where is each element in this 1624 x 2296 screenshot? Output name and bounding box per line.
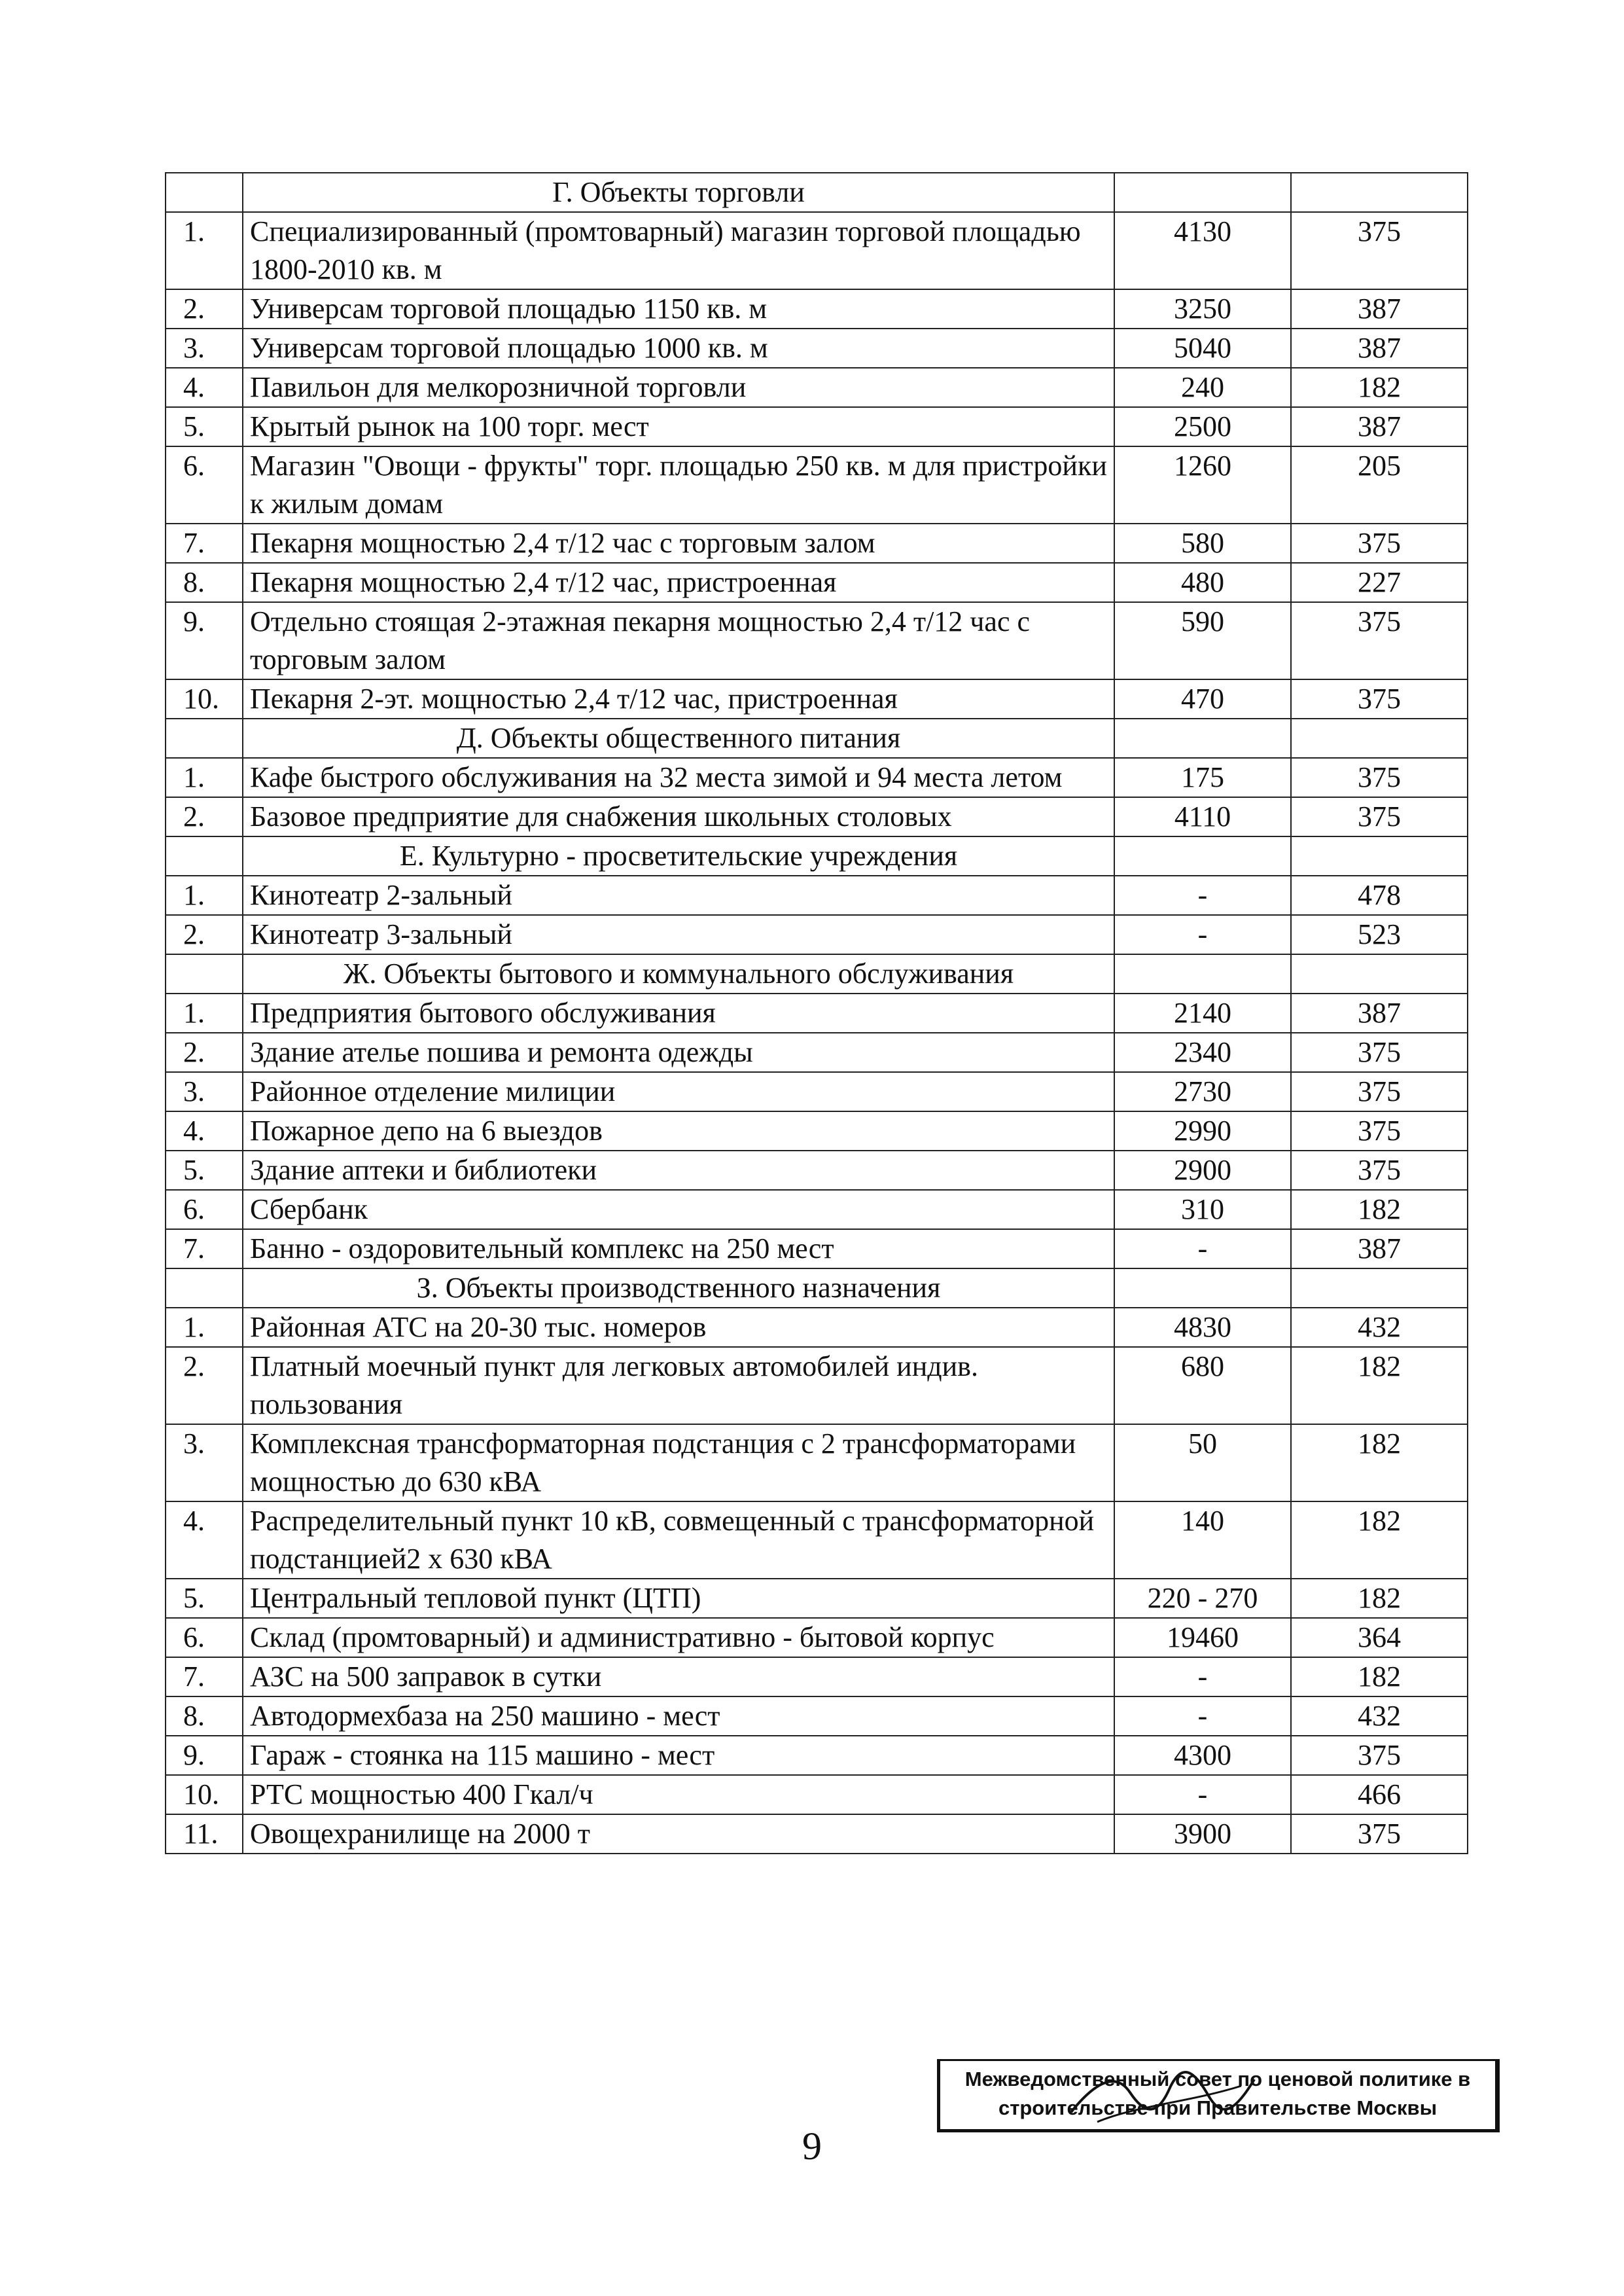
table-row <box>166 1229 1468 1268</box>
section-empty-cell <box>166 836 243 876</box>
row-number: 2. <box>166 1033 243 1072</box>
section-empty-cell <box>166 173 243 212</box>
object-name: Овощехранилище на 2000 т <box>243 1814 1114 1854</box>
value-cost: 3250 <box>1114 289 1291 329</box>
table-row <box>166 1308 1468 1347</box>
table-row <box>166 1618 1468 1657</box>
object-name: Центральный тепловой пункт (ЦТП) <box>243 1579 1114 1618</box>
value-code: 466 <box>1291 1775 1468 1814</box>
value-code: 375 <box>1291 1111 1468 1151</box>
object-name: Базовое предприятие для снабжения школьных столовых <box>243 797 1114 836</box>
table-row <box>166 524 1468 563</box>
row-number: 4. <box>166 1501 243 1579</box>
value-cost: 2990 <box>1114 1111 1291 1151</box>
value-code: 205 <box>1291 446 1468 524</box>
object-name: Специализированный (промтоварный) магазин торговой площадью 1800-2010 кв. м <box>243 212 1114 289</box>
object-name: Пекарня мощностью 2,4 т/12 час, пристроенная <box>243 563 1114 602</box>
value-cost: 470 <box>1114 679 1291 719</box>
value-code: 364 <box>1291 1618 1468 1657</box>
table-row <box>166 876 1468 915</box>
value-cost: 590 <box>1114 602 1291 679</box>
row-number: 8. <box>166 563 243 602</box>
row-number: 2. <box>166 289 243 329</box>
row-number: 4. <box>166 368 243 407</box>
object-name: Пекарня 2-эт. мощностью 2,4 т/12 час, пристроенная <box>243 679 1114 719</box>
value-code: 432 <box>1291 1696 1468 1736</box>
value-cost: - <box>1114 1229 1291 1268</box>
section-title: Д. Объекты общественного питания <box>243 719 1114 758</box>
table-row <box>166 758 1468 797</box>
table-row <box>166 1151 1468 1190</box>
value-code: 375 <box>1291 1072 1468 1111</box>
section-header-row <box>166 836 1468 876</box>
value-cost: 3900 <box>1114 1814 1291 1854</box>
object-name: Склад (промтоварный) и административно - бытовой корпус <box>243 1618 1114 1657</box>
page-number: 9 <box>802 2125 822 2168</box>
row-number: 1. <box>166 876 243 915</box>
value-code: 182 <box>1291 1501 1468 1579</box>
value-cost: 220 - 270 <box>1114 1579 1291 1618</box>
table-row <box>166 212 1468 289</box>
section-title: Е. Культурно - просветительские учреждения <box>243 836 1114 876</box>
value-code: 375 <box>1291 212 1468 289</box>
section-empty-cell <box>1114 1268 1291 1308</box>
object-name: Предприятия бытового обслуживания <box>243 994 1114 1033</box>
value-cost: - <box>1114 1696 1291 1736</box>
row-number: 7. <box>166 1229 243 1268</box>
object-name: Комплексная трансформаторная подстанция с 2 трансформаторами мощностью до 630 кВА <box>243 1424 1114 1501</box>
value-cost: - <box>1114 1657 1291 1696</box>
value-cost: 140 <box>1114 1501 1291 1579</box>
section-empty-cell <box>166 1268 243 1308</box>
row-number: 8. <box>166 1696 243 1736</box>
object-name: Пекарня мощностью 2,4 т/12 час с торговым залом <box>243 524 1114 563</box>
object-name: Автодормехбаза на 250 машино - мест <box>243 1696 1114 1736</box>
value-cost: 680 <box>1114 1347 1291 1424</box>
row-number: 5. <box>166 1579 243 1618</box>
object-name: Районная АТС на 20-30 тыс. номеров <box>243 1308 1114 1347</box>
row-number: 1. <box>166 212 243 289</box>
value-cost: 50 <box>1114 1424 1291 1501</box>
object-name: Платный моечный пункт для легковых автомобилей индив. пользования <box>243 1347 1114 1424</box>
stamp-line-2: строительстве при Правительстве Москвы <box>998 2096 1438 2119</box>
row-number: 9. <box>166 1736 243 1775</box>
object-name: Пожарное депо на 6 выездов <box>243 1111 1114 1151</box>
value-cost: 4130 <box>1114 212 1291 289</box>
object-name: Сбербанк <box>243 1190 1114 1229</box>
value-code: 387 <box>1291 1229 1468 1268</box>
table-row <box>166 1775 1468 1814</box>
value-cost: - <box>1114 915 1291 954</box>
section-header-row <box>166 719 1468 758</box>
value-cost: 5040 <box>1114 329 1291 368</box>
value-cost: 2500 <box>1114 407 1291 446</box>
signature-mark <box>1058 2066 1267 2125</box>
value-code: 182 <box>1291 368 1468 407</box>
object-name: Здание аптеки и библиотеки <box>243 1151 1114 1190</box>
value-code: 375 <box>1291 1033 1468 1072</box>
value-code: 182 <box>1291 1347 1468 1424</box>
table-row <box>166 1424 1468 1501</box>
stamp-line-1: Межведомственный совет по ценовой политике в <box>964 2068 1471 2090</box>
object-name: Отдельно стоящая 2-этажная пекарня мощностью 2,4 т/12 час с торговым залом <box>243 602 1114 679</box>
table-row <box>166 289 1468 329</box>
value-cost: 480 <box>1114 563 1291 602</box>
object-name: АЗС на 500 заправок в сутки <box>243 1657 1114 1696</box>
value-cost: - <box>1114 1775 1291 1814</box>
table-row <box>166 1696 1468 1736</box>
object-name: Павильон для мелкорозничной торговли <box>243 368 1114 407</box>
value-cost: 2730 <box>1114 1072 1291 1111</box>
section-empty-cell <box>166 954 243 994</box>
object-name: Банно - оздоровительный комплекс на 250 мест <box>243 1229 1114 1268</box>
value-cost: 2140 <box>1114 994 1291 1033</box>
value-cost: 2900 <box>1114 1151 1291 1190</box>
price-table-body <box>166 173 1468 1854</box>
object-name: Кафе быстрого обслуживания на 32 места зимой и 94 места летом <box>243 758 1114 797</box>
price-table <box>165 172 1468 1854</box>
row-number: 11. <box>166 1814 243 1854</box>
value-cost: 175 <box>1114 758 1291 797</box>
value-code: 432 <box>1291 1308 1468 1347</box>
value-code: 182 <box>1291 1579 1468 1618</box>
table-row <box>166 407 1468 446</box>
section-empty-cell <box>1291 1268 1468 1308</box>
row-number: 7. <box>166 1657 243 1696</box>
row-number: 5. <box>166 407 243 446</box>
value-code: 375 <box>1291 602 1468 679</box>
value-code: 375 <box>1291 797 1468 836</box>
row-number: 3. <box>166 329 243 368</box>
value-code: 227 <box>1291 563 1468 602</box>
table-row <box>166 994 1468 1033</box>
table-row <box>166 602 1468 679</box>
row-number: 6. <box>166 1618 243 1657</box>
table-row <box>166 1033 1468 1072</box>
value-code: 387 <box>1291 289 1468 329</box>
value-code: 375 <box>1291 1151 1468 1190</box>
value-cost: 580 <box>1114 524 1291 563</box>
table-row <box>166 1579 1468 1618</box>
table-row <box>166 1190 1468 1229</box>
value-cost: 4110 <box>1114 797 1291 836</box>
table-row <box>166 446 1468 524</box>
table-row <box>166 1072 1468 1111</box>
value-cost: 1260 <box>1114 446 1291 524</box>
row-number: 3. <box>166 1072 243 1111</box>
value-cost: 310 <box>1114 1190 1291 1229</box>
table-row <box>166 915 1468 954</box>
section-empty-cell <box>1291 954 1468 994</box>
table-row <box>166 1111 1468 1151</box>
section-header-row <box>166 954 1468 994</box>
object-name: Гараж - стоянка на 115 машино - мест <box>243 1736 1114 1775</box>
section-empty-cell <box>166 719 243 758</box>
value-code: 387 <box>1291 994 1468 1033</box>
table-row <box>166 563 1468 602</box>
council-stamp <box>937 2059 1500 2132</box>
table-row <box>166 797 1468 836</box>
value-code: 523 <box>1291 915 1468 954</box>
value-code: 387 <box>1291 329 1468 368</box>
row-number: 1. <box>166 758 243 797</box>
row-number: 9. <box>166 602 243 679</box>
section-header-row <box>166 1268 1468 1308</box>
value-code: 182 <box>1291 1190 1468 1229</box>
value-cost: 240 <box>1114 368 1291 407</box>
row-number: 1. <box>166 994 243 1033</box>
table-row <box>166 679 1468 719</box>
object-name: Универсам торговой площадью 1000 кв. м <box>243 329 1114 368</box>
row-number: 6. <box>166 1190 243 1229</box>
row-number: 7. <box>166 524 243 563</box>
object-name: Районное отделение милиции <box>243 1072 1114 1111</box>
object-name: Распределительный пункт 10 кВ, совмещенный с трансформаторной подстанцией2 х 630 кВА <box>243 1501 1114 1579</box>
object-name: РТС мощностью 400 Гкал/ч <box>243 1775 1114 1814</box>
section-empty-cell <box>1114 173 1291 212</box>
section-empty-cell <box>1114 719 1291 758</box>
row-number: 10. <box>166 679 243 719</box>
section-title: З. Объекты производственного назначения <box>243 1268 1114 1308</box>
value-cost: 4830 <box>1114 1308 1291 1347</box>
value-code: 478 <box>1291 876 1468 915</box>
table-row <box>166 1347 1468 1424</box>
value-cost: 4300 <box>1114 1736 1291 1775</box>
section-title: Ж. Объекты бытового и коммунального обслуживания <box>243 954 1114 994</box>
row-number: 3. <box>166 1424 243 1501</box>
row-number: 1. <box>166 1308 243 1347</box>
section-title: Г. Объекты торговли <box>243 173 1114 212</box>
table-row <box>166 1736 1468 1775</box>
section-empty-cell <box>1114 954 1291 994</box>
table-row <box>166 1501 1468 1579</box>
section-header-row <box>166 173 1468 212</box>
value-code: 375 <box>1291 679 1468 719</box>
row-number: 6. <box>166 446 243 524</box>
object-name: Магазин "Овощи - фрукты" торг. площадью 250 кв. м для пристройки к жилым домам <box>243 446 1114 524</box>
value-code: 375 <box>1291 1814 1468 1854</box>
value-code: 182 <box>1291 1657 1468 1696</box>
table-row <box>166 368 1468 407</box>
object-name: Крытый рынок на 100 торг. мест <box>243 407 1114 446</box>
value-cost: 2340 <box>1114 1033 1291 1072</box>
value-code: 375 <box>1291 1736 1468 1775</box>
value-code: 375 <box>1291 758 1468 797</box>
row-number: 2. <box>166 797 243 836</box>
table-row <box>166 1814 1468 1854</box>
table-row <box>166 1657 1468 1696</box>
value-code: 375 <box>1291 524 1468 563</box>
object-name: Универсам торговой площадью 1150 кв. м <box>243 289 1114 329</box>
section-empty-cell <box>1291 173 1468 212</box>
value-cost: 19460 <box>1114 1618 1291 1657</box>
row-number: 10. <box>166 1775 243 1814</box>
table-row <box>166 329 1468 368</box>
value-code: 387 <box>1291 407 1468 446</box>
row-number: 4. <box>166 1111 243 1151</box>
section-empty-cell <box>1291 836 1468 876</box>
section-empty-cell <box>1114 836 1291 876</box>
row-number: 5. <box>166 1151 243 1190</box>
value-cost: - <box>1114 876 1291 915</box>
object-name: Кинотеатр 3-зальный <box>243 915 1114 954</box>
object-name: Здание ателье пошива и ремонта одежды <box>243 1033 1114 1072</box>
object-name: Кинотеатр 2-зальный <box>243 876 1114 915</box>
section-empty-cell <box>1291 719 1468 758</box>
value-code: 182 <box>1291 1424 1468 1501</box>
row-number: 2. <box>166 1347 243 1424</box>
row-number: 2. <box>166 915 243 954</box>
